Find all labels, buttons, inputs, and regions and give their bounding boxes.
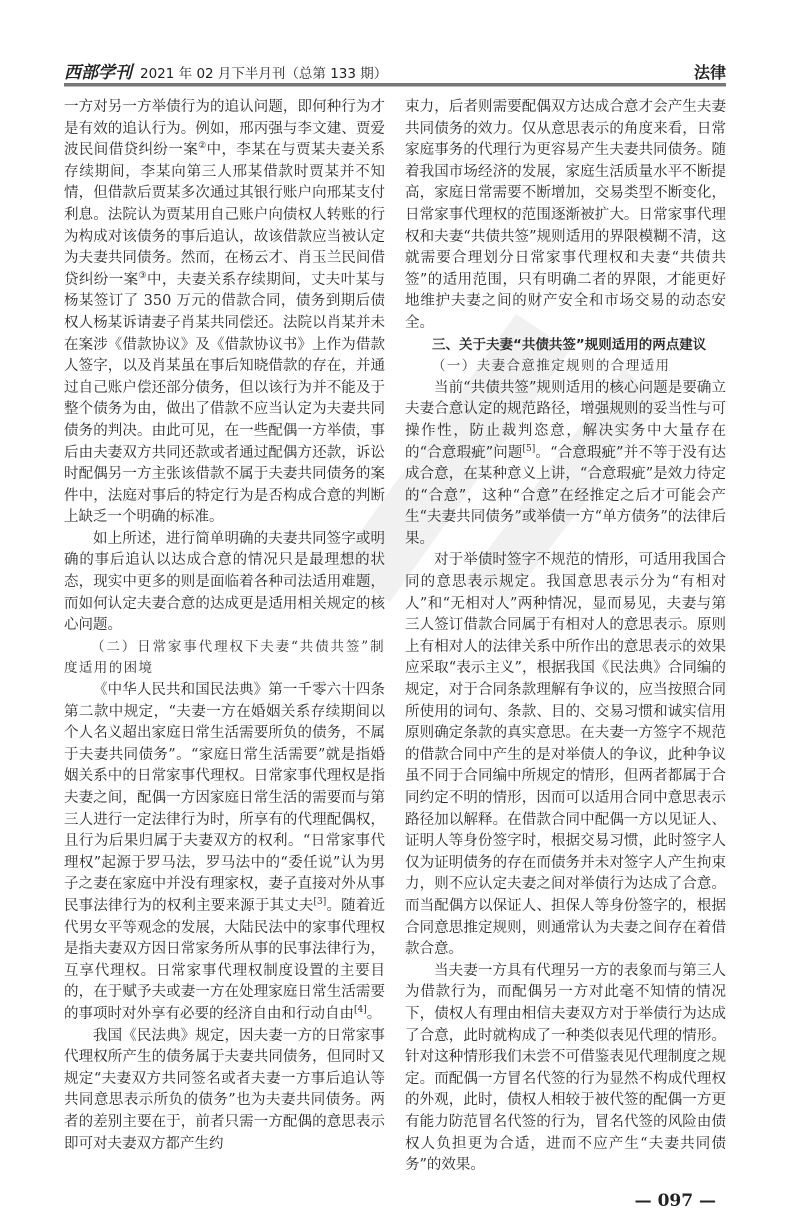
text-run: 如上所述，进行简单明确的夫妻共同签字或明确的事后追认以达成合意的情况只是最理想的状态，现实中更多的则是面临着各种司法适用难题，而如何认定夫妻合意的达成更是适用相关规定的核心问题。 <box>64 530 385 634</box>
two-column-body <box>64 97 726 1177</box>
text-run: 当夫妻一方具有代理另一方的表象而与第三人为借款行为，而配偶另一方对此毫不知情的情况下，债权人有理由相信夫妻双方对于举债行为达成了合意，此时就构成了一种类似表见代理的情形。针对这种情形我们未尝不可借鉴表见代理制度之规定。而配偶一方冒名代签的行为显然不构成代理权的外观，此时，债权人相较于被代签的配偶一方更有能力防范冒名代签的行为，冒名代签的风险由债权人负担更为合适，进而不应产生“夫妻共同债务”的效果。 <box>405 962 726 1174</box>
paragraph <box>64 529 385 637</box>
paragraph <box>64 97 385 529</box>
right-column <box>405 97 726 1177</box>
text-run: 。“合意瑕疵”并不等于没有达成合意，在某种意义上讲，“合意瑕疵”是效力待定的“合意”，这种“合意”在经推定之后才可能会产生“夫妻共同债务”或举债一方“单方债务”的法律后果。 <box>405 444 727 547</box>
citation-marker: [4] <box>354 1004 367 1015</box>
header-rule <box>64 83 726 87</box>
section-title: 法律 <box>693 63 726 82</box>
journal-logo: 西部学刊 <box>64 63 132 83</box>
text-run: （一）夫妻合意推定规则的合理适用 <box>432 358 671 375</box>
text-run: 对于举债时签字不规范的情形，可适用我国合同的意思表示规定。我国意思表示分为“有相对人”和“无相对人”两种情况，显而易见，夫妻与第三人签订借款合同属于有相对人的意思表示。原则上有相对人的法律关系中所作出的意思表示的效果应采取“表示主义”，根据我国《民法典》合同编的规定，对于合同条款理解有争议的，应当按照合同所使用的词句、条款、目的、交易习惯和诚实信用原则确定条款的真实意思。在夫妻一方签字不规范的借款合同中产生的是对举债人的争议，此种争议虽不同于合同编中所规定的情形，但两者都属于合同约定不明的情形，因而可以适用合同中意思表示路径加以解释。在借款合同中配偶一方以见证人、证明人等身份签字时，根据交易习惯，此时签字人仅为证明债务的存在而债务并未对签字人产生拘束力，则不应认定夫妻之间对举债行为达成了合意。而当配偶方以保证人、担保人等身份签字的，根据合同意思推定规则，则通常认为夫妻之间存在着借款合意。 <box>405 552 726 958</box>
text-run: （二）日常家事代理权下夫妻“共债共签”制度适用的困境 <box>64 638 385 677</box>
page-header <box>64 58 726 83</box>
section-heading <box>64 637 385 680</box>
text-run: 《中华人民共和国民法典》第一千零六十四条第二款中规定，“夫妻一方在婚姻关系存续期间以个人名义超出家庭日常生活需要所负的债务，不属于夫妻共同债务”。“家庭日常生活需要”就是指婚姻关系中的日常家事代理权。日常家事代理权是指夫妻之间，配偶一方因家庭日常生活的需要而与第三人进行一定法律行为时，所享有的代理配偶权，且行为后果归属于夫妻双方的权利。“日常家事代理权”起源于罗马法，罗马法中的“委任说”认为男子之妻在家庭中并没有理家权，妻子直接对外从事民事法律行为的权利主要来源于其丈夫 <box>64 682 385 914</box>
text-run: 当前“共债共签”规则适用的核心问题是要确立夫妻合意认定的规范路径，增强规则的妥当性与可操作性，防止裁判恣意，解决实务中大量存在的“合意瑕疵”问题 <box>405 379 726 461</box>
text-run: 我国《民法典》规定，因夫妻一方的日常家事代理权所产生的债务属于夫妻共同债务，但同时又规定“夫妻双方共同签名或者夫妻一方事后追认等共同意思表示所负的债务”也为夫妻共同债务。两者的差别主要在于，前者只需一方配偶的意思表示即可对夫妻双方都产生约 <box>64 1027 385 1152</box>
paragraph <box>405 961 726 1177</box>
citation-marker: ③ <box>138 270 147 281</box>
text-run: 三、关于夫妻“共债共签”规则适用的两点建议 <box>432 336 707 353</box>
issue-info: 2021 年 02 月下半月刊（总第 133 期） <box>140 66 388 82</box>
section-heading <box>405 356 726 378</box>
paragraph <box>405 550 726 960</box>
text-run: 中，夫妻关系存续期间，丈夫叶某与杨某签订了 350 万元的借款合同，债务到期后债权人杨某诉请妻子肖某共同偿还。法院以肖某并未在案涉《借款协议》及《借款协议书》上作为借款人签字，以及肖某虽在事后知晓借款的存在，并通过自己账户偿还部分债务，但以该行为并不能及于整个债务为由，做出了借款不应当认定为夫妻共同债务的判决。由此可见，在一些配偶一方举债，事后由夫妻双方共同还款或者通过配偶方还款，诉讼时配偶另一方主张该借款不属于夫妻共同债务的案件中，法庭对事后的特定行为是否构成合意的判断上缺乏一个明确的标准。 <box>64 271 386 526</box>
paragraph <box>64 1026 385 1156</box>
citation-marker: [3] <box>313 896 327 907</box>
citation-marker: [5] <box>522 443 536 454</box>
left-column <box>64 97 385 1155</box>
citation-marker: ② <box>198 141 207 152</box>
text-run: 一方对另一方举债行为的追认问题，即何种行为才是有效的追认行为。例如，邢丙强与李文建、贾爱波民间借贷纠纷一案 <box>64 99 385 159</box>
text-run: 束力，后者则需要配偶双方达成合意才会产生夫妻共同债务的效力。仅从意思表示的角度来看，日常家庭事务的代理行为更容易产生夫妻共同债务。随着我国市场经济的发展，家庭生活质量水平不断提高，家庭日常需要不断增加，交易类型不断变化，日常家事代理权的范围逐渐被扩大。日常家事代理权和夫妻“共债共签”规则适用的界限模糊不清，这就需要合理划分日常家事代理权和夫妻“共债共签”的适用范围，只有明确二者的界限，才能更好地维护夫妻之间的财产安全和市场交易的动态安全。 <box>405 99 726 331</box>
page-number: — 097 — <box>634 1190 716 1211</box>
page-footer <box>64 1191 726 1231</box>
text-run: 。 <box>366 1005 382 1022</box>
text-run: 中，李某在与贾某夫妻关系存续期间，李某向第三人邢某借款时贾某并不知情，但借款后贾某多次通过其银行账户向邢某支付利息。法院认为贾某用自己账户向债权人转账的行为构成对该债务的事后追认，故该借款应当被认定为夫妻共同债务。然而，在杨云才、肖玉兰民间借贷纠纷一案 <box>64 142 386 288</box>
text-run: 。随着近代男女平等观念的发展，大陆民法中的家事代理权是指夫妻双方因日常家务所从事的民事法律行为，互享代理权。日常家事代理权制度设置的主要目的，在于赋予夫或妻一方在处理家庭日常生活需要的事项时对外享有必要的经济自由和行动自由 <box>64 897 386 1022</box>
section-heading <box>405 335 726 357</box>
paragraph <box>405 378 726 551</box>
paragraph <box>64 680 385 1026</box>
page <box>64 0 726 1231</box>
paragraph <box>405 97 726 335</box>
